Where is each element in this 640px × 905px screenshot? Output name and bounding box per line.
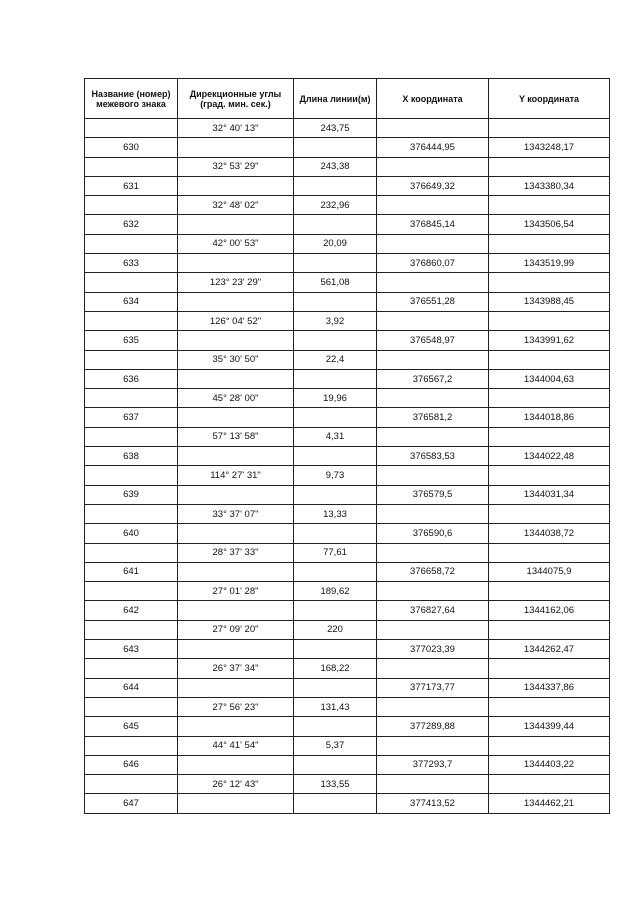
cell-y-coordinate: [489, 157, 610, 176]
cell-x-coordinate: 377413,52: [377, 794, 489, 813]
cell-line-length: [294, 678, 377, 697]
table-row: [85, 485, 610, 504]
table-row: [85, 504, 610, 523]
cell-mark-name: [85, 427, 178, 446]
cell-line-length: [294, 717, 377, 736]
cell-x-coordinate: 376860,07: [377, 254, 489, 273]
cell-y-coordinate: [489, 273, 610, 292]
cell-mark-name: 641: [85, 562, 178, 581]
cell-line-length: [294, 524, 377, 543]
cell-y-coordinate: 1344162,06: [489, 601, 610, 620]
table-row: [85, 234, 610, 253]
cell-y-coordinate: 1344022,48: [489, 447, 610, 466]
cell-direction-angle: [178, 485, 294, 504]
cell-mark-name: [85, 273, 178, 292]
cell-x-coordinate: [377, 350, 489, 369]
cell-y-coordinate: 1344399,44: [489, 717, 610, 736]
cell-x-coordinate: [377, 389, 489, 408]
cell-y-coordinate: [489, 389, 610, 408]
table-row: [85, 331, 610, 350]
cell-y-coordinate: [489, 234, 610, 253]
cell-mark-name: [85, 659, 178, 678]
cell-x-coordinate: 376827,64: [377, 601, 489, 620]
cell-y-coordinate: 1343988,45: [489, 292, 610, 311]
cell-direction-angle: 26° 12' 43": [178, 775, 294, 794]
table-row: [85, 273, 610, 292]
cell-direction-angle: [178, 755, 294, 774]
cell-line-length: [294, 447, 377, 466]
cell-direction-angle: 57° 13' 58": [178, 427, 294, 446]
cell-line-length: 561,08: [294, 273, 377, 292]
cell-line-length: 133,55: [294, 775, 377, 794]
cell-line-length: 4,31: [294, 427, 377, 446]
cell-mark-name: [85, 234, 178, 253]
header-line-length: Длина линии(м): [294, 79, 377, 119]
cell-direction-angle: [178, 794, 294, 813]
cell-line-length: 168,22: [294, 659, 377, 678]
cell-x-coordinate: [377, 311, 489, 330]
table-row: [85, 215, 610, 234]
cell-y-coordinate: [489, 427, 610, 446]
table-row: [85, 562, 610, 581]
table-row: [85, 775, 610, 794]
cell-y-coordinate: [489, 620, 610, 639]
cell-line-length: [294, 254, 377, 273]
cell-x-coordinate: [377, 196, 489, 215]
cell-line-length: 22,4: [294, 350, 377, 369]
cell-y-coordinate: 1344403,22: [489, 755, 610, 774]
table-row: [85, 427, 610, 446]
cell-direction-angle: [178, 524, 294, 543]
cell-mark-name: 646: [85, 755, 178, 774]
cell-line-length: [294, 138, 377, 157]
table-row: [85, 717, 610, 736]
cell-x-coordinate: [377, 427, 489, 446]
cell-direction-angle: 27° 01' 28": [178, 582, 294, 601]
cell-mark-name: [85, 119, 178, 138]
table-row: [85, 678, 610, 697]
header-y-coordinate: Y координата: [489, 79, 610, 119]
cell-line-length: [294, 331, 377, 350]
cell-x-coordinate: 376444,95: [377, 138, 489, 157]
table-row: [85, 582, 610, 601]
cell-line-length: [294, 369, 377, 388]
header-x-coordinate: X координата: [377, 79, 489, 119]
cell-mark-name: 634: [85, 292, 178, 311]
cell-mark-name: [85, 350, 178, 369]
cell-y-coordinate: 1343991,62: [489, 331, 610, 350]
cell-direction-angle: [178, 138, 294, 157]
cell-mark-name: 647: [85, 794, 178, 813]
cell-x-coordinate: [377, 620, 489, 639]
cell-x-coordinate: [377, 543, 489, 562]
cell-mark-name: 645: [85, 717, 178, 736]
table-row: [85, 369, 610, 388]
cell-mark-name: [85, 775, 178, 794]
cell-direction-angle: 45° 28' 00": [178, 389, 294, 408]
cell-direction-angle: [178, 292, 294, 311]
boundary-coordinates-table: [84, 78, 610, 814]
cell-mark-name: 633: [85, 254, 178, 273]
table-row: [85, 447, 610, 466]
cell-direction-angle: 26° 37' 34": [178, 659, 294, 678]
header-mark-name: Название (номер) межевого знака: [85, 79, 178, 119]
cell-direction-angle: [178, 215, 294, 234]
cell-mark-name: 638: [85, 447, 178, 466]
cell-line-length: 3,92: [294, 311, 377, 330]
cell-direction-angle: 114° 27' 31": [178, 466, 294, 485]
table-row: [85, 196, 610, 215]
cell-mark-name: 643: [85, 640, 178, 659]
cell-mark-name: [85, 736, 178, 755]
cell-y-coordinate: 1343248,17: [489, 138, 610, 157]
table-header-row: [85, 79, 610, 119]
cell-line-length: 5,37: [294, 736, 377, 755]
cell-x-coordinate: 376579,5: [377, 485, 489, 504]
cell-line-length: [294, 176, 377, 195]
cell-direction-angle: 28° 37' 33": [178, 543, 294, 562]
cell-y-coordinate: 1344462,21: [489, 794, 610, 813]
cell-y-coordinate: 1344038,72: [489, 524, 610, 543]
cell-y-coordinate: 1344031,34: [489, 485, 610, 504]
cell-x-coordinate: [377, 736, 489, 755]
cell-y-coordinate: [489, 775, 610, 794]
cell-x-coordinate: 377023,39: [377, 640, 489, 659]
cell-direction-angle: [178, 562, 294, 581]
table-row: [85, 620, 610, 639]
cell-x-coordinate: 376649,32: [377, 176, 489, 195]
cell-direction-angle: [178, 678, 294, 697]
cell-y-coordinate: 1343506,54: [489, 215, 610, 234]
cell-direction-angle: 126° 04' 52": [178, 311, 294, 330]
cell-line-length: [294, 562, 377, 581]
cell-mark-name: [85, 157, 178, 176]
cell-x-coordinate: 376581,2: [377, 408, 489, 427]
cell-mark-name: [85, 620, 178, 639]
table-row: [85, 640, 610, 659]
cell-x-coordinate: [377, 504, 489, 523]
cell-mark-name: [85, 311, 178, 330]
table-row: [85, 466, 610, 485]
cell-mark-name: 632: [85, 215, 178, 234]
table-row: [85, 697, 610, 716]
cell-mark-name: 636: [85, 369, 178, 388]
cell-y-coordinate: 1344337,86: [489, 678, 610, 697]
cell-line-length: [294, 601, 377, 620]
cell-direction-angle: [178, 601, 294, 620]
table-row: [85, 659, 610, 678]
cell-line-length: 232,96: [294, 196, 377, 215]
cell-mark-name: 631: [85, 176, 178, 195]
cell-x-coordinate: 376567,2: [377, 369, 489, 388]
cell-x-coordinate: 377173,77: [377, 678, 489, 697]
cell-x-coordinate: [377, 157, 489, 176]
cell-line-length: 13,33: [294, 504, 377, 523]
cell-x-coordinate: [377, 775, 489, 794]
table-row: [85, 176, 610, 195]
table-row: [85, 292, 610, 311]
cell-y-coordinate: 1344018,86: [489, 408, 610, 427]
cell-line-length: [294, 640, 377, 659]
cell-line-length: 243,75: [294, 119, 377, 138]
cell-direction-angle: 33° 37' 07": [178, 504, 294, 523]
cell-direction-angle: 44° 41' 54": [178, 736, 294, 755]
table-body: [85, 119, 610, 814]
cell-mark-name: 639: [85, 485, 178, 504]
cell-direction-angle: [178, 447, 294, 466]
table-row: [85, 601, 610, 620]
cell-line-length: [294, 794, 377, 813]
cell-line-length: 189,62: [294, 582, 377, 601]
table-row: [85, 524, 610, 543]
table-row: [85, 119, 610, 138]
cell-y-coordinate: 1343380,34: [489, 176, 610, 195]
cell-mark-name: 635: [85, 331, 178, 350]
cell-direction-angle: 32° 53' 29": [178, 157, 294, 176]
cell-line-length: [294, 215, 377, 234]
cell-x-coordinate: [377, 582, 489, 601]
cell-mark-name: [85, 389, 178, 408]
table-row: [85, 311, 610, 330]
cell-direction-angle: 32° 40' 13": [178, 119, 294, 138]
cell-y-coordinate: [489, 504, 610, 523]
cell-mark-name: [85, 697, 178, 716]
cell-x-coordinate: 376548,97: [377, 331, 489, 350]
cell-direction-angle: [178, 176, 294, 195]
cell-x-coordinate: 376590,6: [377, 524, 489, 543]
cell-mark-name: 630: [85, 138, 178, 157]
cell-direction-angle: 27° 09' 20": [178, 620, 294, 639]
cell-y-coordinate: [489, 582, 610, 601]
cell-direction-angle: 123° 23' 29": [178, 273, 294, 292]
cell-mark-name: [85, 582, 178, 601]
cell-x-coordinate: [377, 659, 489, 678]
cell-x-coordinate: 376551,28: [377, 292, 489, 311]
cell-direction-angle: [178, 369, 294, 388]
table-row: [85, 138, 610, 157]
cell-line-length: [294, 408, 377, 427]
cell-line-length: [294, 485, 377, 504]
cell-mark-name: 637: [85, 408, 178, 427]
cell-line-length: 77,61: [294, 543, 377, 562]
cell-direction-angle: [178, 640, 294, 659]
cell-mark-name: [85, 543, 178, 562]
cell-mark-name: 644: [85, 678, 178, 697]
cell-line-length: [294, 292, 377, 311]
cell-x-coordinate: 376658,72: [377, 562, 489, 581]
table-row: [85, 350, 610, 369]
cell-y-coordinate: 1344075,9: [489, 562, 610, 581]
cell-x-coordinate: [377, 119, 489, 138]
cell-direction-angle: [178, 717, 294, 736]
cell-line-length: 243,38: [294, 157, 377, 176]
cell-y-coordinate: [489, 350, 610, 369]
cell-y-coordinate: 1344004,63: [489, 369, 610, 388]
cell-x-coordinate: [377, 234, 489, 253]
cell-y-coordinate: [489, 543, 610, 562]
cell-x-coordinate: 377293,7: [377, 755, 489, 774]
cell-x-coordinate: 377289,88: [377, 717, 489, 736]
table-row: [85, 254, 610, 273]
cell-direction-angle: 42° 00' 53": [178, 234, 294, 253]
cell-x-coordinate: [377, 697, 489, 716]
table-row: [85, 736, 610, 755]
table-row: [85, 157, 610, 176]
cell-line-length: 9,73: [294, 466, 377, 485]
cell-direction-angle: 35° 30' 50": [178, 350, 294, 369]
cell-x-coordinate: [377, 466, 489, 485]
cell-direction-angle: [178, 408, 294, 427]
cell-mark-name: 640: [85, 524, 178, 543]
table-row: [85, 408, 610, 427]
cell-mark-name: [85, 504, 178, 523]
cell-y-coordinate: 1343519,99: [489, 254, 610, 273]
cell-mark-name: 642: [85, 601, 178, 620]
cell-y-coordinate: [489, 697, 610, 716]
cell-direction-angle: [178, 254, 294, 273]
cell-y-coordinate: [489, 196, 610, 215]
cell-y-coordinate: [489, 466, 610, 485]
cell-y-coordinate: [489, 311, 610, 330]
table-row: [85, 389, 610, 408]
cell-direction-angle: [178, 331, 294, 350]
cell-mark-name: [85, 196, 178, 215]
cell-line-length: 131,43: [294, 697, 377, 716]
cell-y-coordinate: [489, 659, 610, 678]
cell-x-coordinate: [377, 273, 489, 292]
cell-x-coordinate: 376583,53: [377, 447, 489, 466]
cell-line-length: 220: [294, 620, 377, 639]
table-row: [85, 755, 610, 774]
cell-x-coordinate: 376845,14: [377, 215, 489, 234]
table-row: [85, 543, 610, 562]
header-direction-angles: Дирекционные углы (град. мин. сек.): [178, 79, 294, 119]
cell-direction-angle: 27° 56' 23": [178, 697, 294, 716]
cell-line-length: 19,96: [294, 389, 377, 408]
cell-mark-name: [85, 466, 178, 485]
cell-line-length: [294, 755, 377, 774]
cell-y-coordinate: [489, 736, 610, 755]
cell-direction-angle: 32° 48' 02": [178, 196, 294, 215]
cell-y-coordinate: [489, 119, 610, 138]
cell-line-length: 20,09: [294, 234, 377, 253]
table-row: [85, 794, 610, 813]
cell-y-coordinate: 1344262,47: [489, 640, 610, 659]
